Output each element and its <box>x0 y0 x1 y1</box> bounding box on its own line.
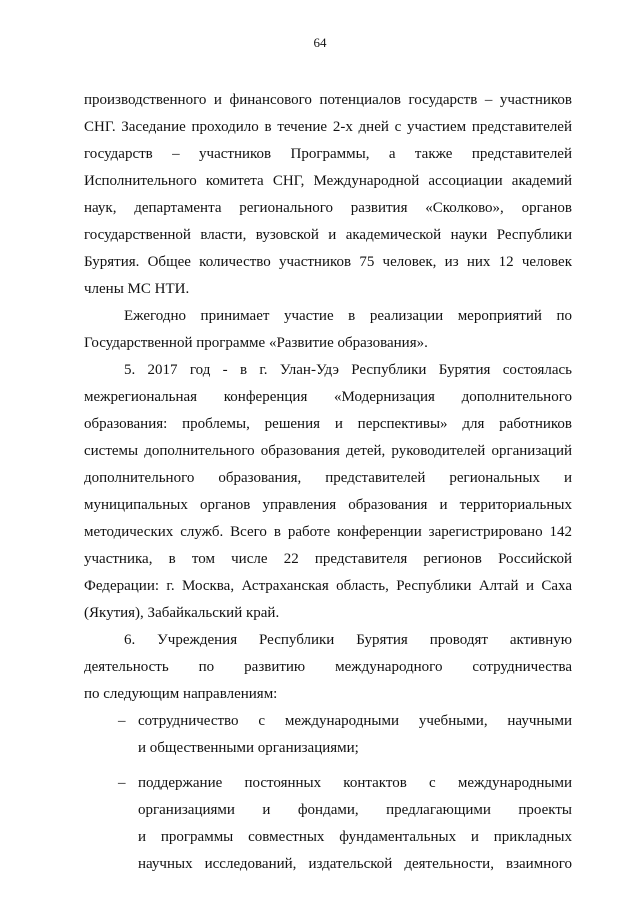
text-line: производственного и финансового потенциалов государств – участников <box>84 92 572 108</box>
bullet-item <box>84 708 572 762</box>
text-line <box>84 851 572 878</box>
page-number: 64 <box>313 35 327 50</box>
text-line: СНГ. Заседание проходило в течение 2-х дней с участием представителей <box>84 119 572 135</box>
text-line: Государственной программе «Развитие образования». <box>84 335 428 351</box>
bullet-list <box>84 708 572 878</box>
text-line: Федерации: г. Москва, Астраханская область, Республики Алтай и Саха <box>84 578 572 594</box>
bullet-text: научных исследований, издательской деятельности, взаимного <box>138 856 572 872</box>
paragraph-item-6 <box>84 627 572 708</box>
text-line: участника, в том числе 22 представителя регионов Российской <box>84 551 572 567</box>
text-line: 6. Учреждения Республики Бурятия проводят активную <box>124 632 572 648</box>
text-line <box>84 797 572 824</box>
text-line: по следующим направлениям: <box>84 686 278 702</box>
text-line: межрегиональная конференция «Модернизация дополнительного <box>84 389 572 405</box>
text-line: системы дополнительного образования детей, руководителей организаций <box>84 443 572 459</box>
paragraph-item-5 <box>84 357 572 627</box>
bullet-text: поддержание постоянных контактов с международными <box>138 775 572 791</box>
paragraph-continuation <box>84 87 572 303</box>
dash-marker: – <box>118 713 126 729</box>
list-spacer <box>84 762 572 770</box>
text-line: методических служб. Всего в работе конференции зарегистрировано 142 <box>84 524 572 540</box>
bullet-text: сотрудничество с международными учебными, научными <box>138 713 572 729</box>
text-line <box>84 735 572 762</box>
text-line: (Якутия), Забайкальский край. <box>84 605 280 621</box>
text-line: 5. 2017 год - в г. Улан-Удэ Республики Бурятия состоялась <box>124 362 572 378</box>
text-line: Бурятия. Общее количество участников 75 человек, из них 12 человек <box>84 254 572 270</box>
text-line: муниципальных органов управления образования и территориальных <box>84 497 572 513</box>
text-line: члены МС НТИ. <box>84 281 190 297</box>
text-line: государств – участников Программы, а также представителей <box>84 146 572 162</box>
text-line: образования: проблемы, решения и перспективы» для работников <box>84 416 572 432</box>
dash-marker: – <box>118 775 126 791</box>
text-line: государственной власти, вузовской и академической науки Республики <box>84 227 572 243</box>
bullet-text: и общественными организациями; <box>138 740 359 756</box>
text-line: деятельность по развитию международного сотрудничества <box>84 659 572 675</box>
bullet-text: организациями и фондами, предлагающими проекты <box>138 802 572 818</box>
bullet-item <box>84 770 572 878</box>
text-line <box>84 708 572 735</box>
text-line: дополнительного образования, представителей региональных и <box>84 470 572 486</box>
bullet-text: и программы совместных фундаментальных и прикладных <box>138 829 572 845</box>
text-line <box>84 824 572 851</box>
text-line: наук, департамента регионального развития «Сколково», органов <box>84 200 572 216</box>
text-line <box>84 770 572 797</box>
text-line: Исполнительного комитета СНГ, Международной ассоциации академий <box>84 173 572 189</box>
document-body <box>84 87 572 878</box>
paragraph-annual-participation <box>84 303 572 357</box>
text-line: Ежегодно принимает участие в реализации мероприятий по <box>124 308 572 324</box>
